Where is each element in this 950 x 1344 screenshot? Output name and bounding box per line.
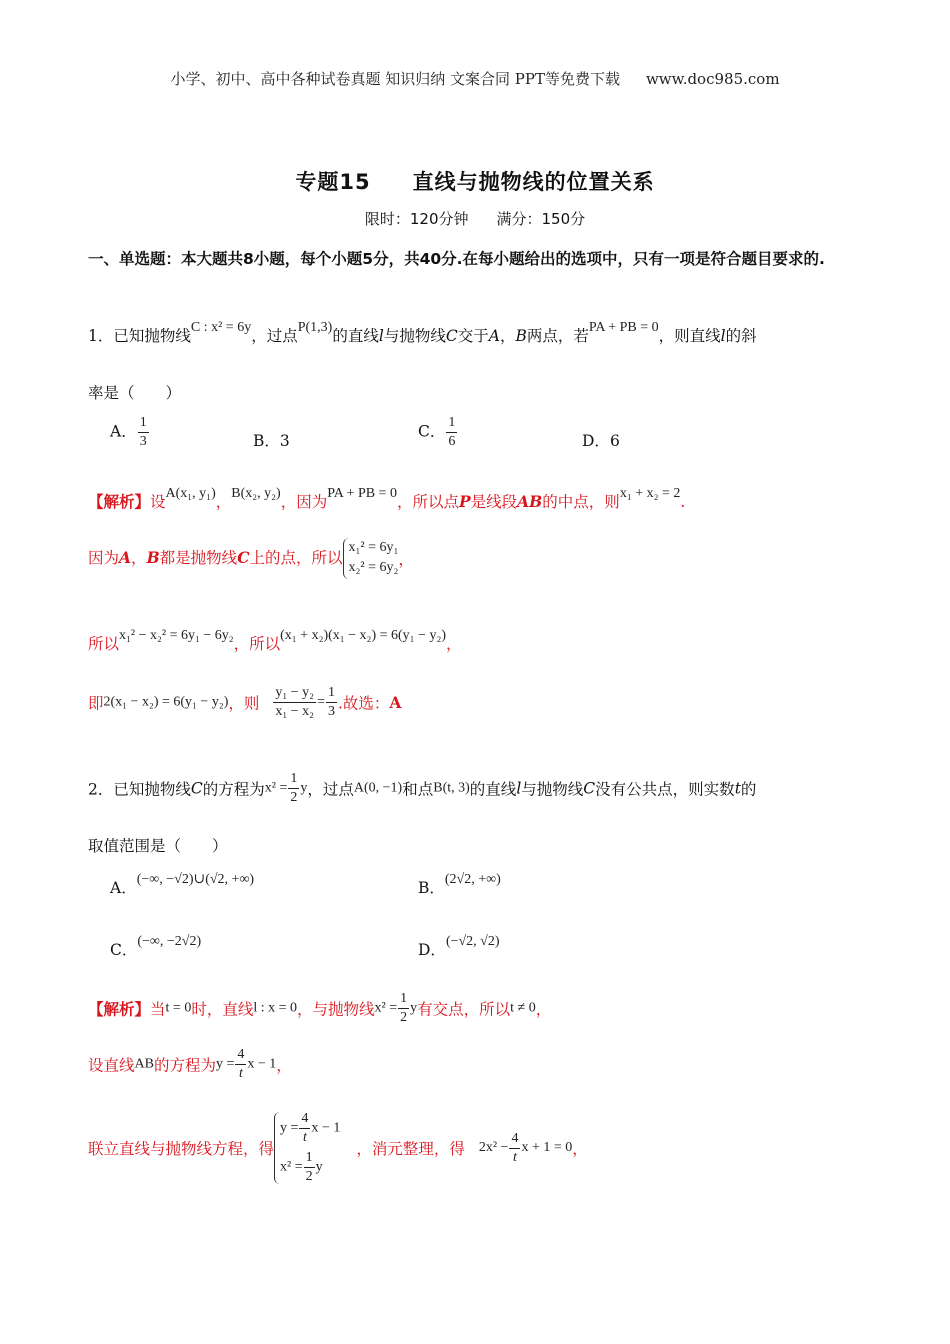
page-title <box>0 166 950 196</box>
fraction: $\frac{1}{2}$ <box>400 991 408 1025</box>
q1-solution-line2 <box>88 538 414 579</box>
sol-math: PA + PB = 0 <box>327 486 397 501</box>
q2-var-t: t <box>734 779 741 798</box>
equation-system: y = $\frac{4}{t}$ x − 1 x² = $\frac{1}{2}$ y <box>274 1112 340 1184</box>
sol-math: y = <box>215 1056 235 1072</box>
q1-solution-line3 <box>88 628 462 654</box>
sol-text: 当 <box>150 1000 166 1019</box>
sol-var: C <box>237 548 250 568</box>
sol-var: B <box>146 548 160 568</box>
sol-text: 设直线 <box>88 1056 135 1075</box>
sol-text: 联立直线与抛物线方程，得 <box>88 1140 275 1158</box>
q1-option-c[interactable] <box>418 416 458 449</box>
fraction: $\frac{4}{t}$ <box>511 1130 519 1165</box>
sol-math: x₁ + x₂ = 2 <box>619 486 681 501</box>
option-label: D． <box>418 941 446 959</box>
q1-stem-line1 <box>88 320 757 346</box>
fraction: $\frac{\text{y₁ − y₂}}{\text{x₁ − x₂}}$ <box>275 685 315 719</box>
q2-math: y <box>300 780 308 796</box>
q1-stem-line2: 率是（ ） <box>88 384 182 402</box>
sol-text: ， <box>445 635 462 653</box>
sol-var: AB <box>517 492 543 511</box>
sol-math: B(x₂, y₂) <box>231 486 281 501</box>
q2-point-a: A(0, −1) <box>353 780 403 796</box>
sol-math: x − 1 <box>247 1056 277 1072</box>
sol-text: ，所以 <box>233 635 281 653</box>
sol-text: . <box>680 493 686 511</box>
q1-condition: PA + PB = 0 <box>588 320 659 335</box>
sol-text: 设 <box>150 493 166 511</box>
q2-text: 2．已知抛物线 <box>88 780 191 799</box>
q1-text: 1．已知抛物线 <box>88 327 191 345</box>
q2-text: 没有公共点，则实数 <box>595 780 735 799</box>
title-topic-name: 直线与抛物线的位置关系 <box>412 170 655 194</box>
q2-option-d[interactable] <box>418 934 500 960</box>
q2-option-a[interactable] <box>110 872 255 898</box>
q2-solution-line2 <box>88 1048 292 1081</box>
q1-solution-line1 <box>88 486 686 512</box>
solution-tag: 【解析】 <box>88 999 151 1019</box>
q2-option-c[interactable] <box>110 934 202 960</box>
sol-math: 2x² − <box>478 1140 509 1155</box>
sol-text: ， <box>572 1140 588 1158</box>
option-label: A． <box>110 422 137 441</box>
header-site[interactable]: www.doc985.com <box>645 70 780 88</box>
sol-math: = <box>317 694 325 710</box>
fraction: $\frac{1}{6}$ <box>448 415 456 449</box>
sol-math: x² = <box>374 1000 398 1016</box>
q1-text: 的直线 <box>332 327 379 345</box>
header-text: 小学、初中、高中各种试卷真题 知识归纳 文案合同 PPT等免费下载 <box>170 70 620 88</box>
fraction: $\frac{1}{2}$ <box>290 771 298 805</box>
sol-math: y <box>410 1000 418 1016</box>
sol-text: .故选： <box>337 694 390 713</box>
sol-text: ，与抛物线 <box>297 1000 375 1019</box>
sol-text: ， <box>131 549 147 568</box>
q1-text: 的斜 <box>725 327 757 345</box>
q1-var-a: A <box>488 327 500 345</box>
sol-text: ， <box>215 493 232 511</box>
sol-text: 的方程为 <box>153 1056 216 1075</box>
sol-text: ， <box>535 1000 552 1019</box>
q2-math: x² = <box>264 780 288 796</box>
page-header <box>0 68 950 89</box>
sol-text: 的中点，则 <box>542 493 620 511</box>
q1-text: 与抛物线 <box>383 327 446 345</box>
q1-text: 交于 <box>457 327 489 345</box>
sol-text: ，因为 <box>280 493 328 511</box>
q2-text: 的 <box>740 780 757 799</box>
option-value: (−∞, −2√2) <box>137 934 202 949</box>
q1-option-a[interactable] <box>110 416 150 449</box>
option-value: 3 <box>279 432 290 450</box>
title-topic-number: 专题15 <box>295 170 371 194</box>
q2-text: ，过点 <box>307 780 354 799</box>
sol-text: 有交点，所以 <box>417 1000 511 1019</box>
option-value: 6 <box>609 432 620 450</box>
q2-text: 的直线 <box>469 780 517 799</box>
q1-var-l: l <box>378 327 384 345</box>
sol-text: ，则 <box>228 694 260 713</box>
q2-stem-line2: 取值范围是（ ） <box>88 837 228 855</box>
q2-text: 的方程为 <box>202 780 265 799</box>
option-value: (2√2, +∞) <box>444 872 501 887</box>
sol-math: AB <box>134 1056 154 1072</box>
q1-option-d[interactable] <box>582 429 620 451</box>
q1-text: ，则直线 <box>658 327 721 345</box>
sol-text: 因为 <box>88 549 120 568</box>
fraction: $\frac{4}{t}$ <box>237 1047 245 1081</box>
q1-solution-line4 <box>88 686 401 719</box>
q2-var-c: C <box>583 779 596 798</box>
full-score: 满分：150分 <box>496 210 586 228</box>
q2-point-b: B(t, 3) <box>433 780 470 796</box>
sol-text: ， <box>276 1056 292 1075</box>
option-label: C． <box>418 422 446 441</box>
q1-var-c: C <box>445 327 458 345</box>
sol-text: ， <box>398 550 414 569</box>
sol-text: 时，直线 <box>191 1000 254 1019</box>
section-heading: 一、单选题：本大题共8小题，每个小题5分，共40分.在每小题给出的选项中，只有一项是符合题目要求的. <box>88 250 825 268</box>
option-value: (−∞, −√2)∪(√2, +∞) <box>136 872 255 887</box>
sol-text: 上的点，所以 <box>249 549 343 568</box>
sol-math: t = 0 <box>165 1000 192 1016</box>
option-label: B． <box>418 879 445 897</box>
q1-text: ， <box>499 327 516 345</box>
sol-math: 2(x₁ − x₂) = 6(y₁ − y₂) <box>103 694 229 710</box>
exam-info <box>0 208 950 229</box>
option-label: A． <box>110 879 137 897</box>
sol-var: A <box>119 548 132 568</box>
time-limit: 限时：120分钟 <box>364 210 469 228</box>
q1-text: ，过点 <box>251 327 298 345</box>
sol-math: (x₁ + x₂)(x₁ − x₂) = 6(y₁ − y₂) <box>280 628 446 643</box>
option-label: D． <box>582 432 610 450</box>
option-value: (−√2, √2) <box>445 934 500 949</box>
q2-option-b[interactable] <box>418 872 501 898</box>
q2-text: 与抛物线 <box>521 780 584 799</box>
sol-text: 所以 <box>88 635 120 653</box>
q2-stem-line1 <box>88 772 756 805</box>
q2-var-l: l <box>516 779 522 798</box>
q2-var-c: C <box>190 779 203 798</box>
q1-var-b: B <box>515 327 527 345</box>
q1-point: P(1,3) <box>297 320 333 335</box>
sol-text: ，所以点 <box>396 493 459 511</box>
sol-text: 都是抛物线 <box>159 549 238 568</box>
sol-text: ，消元整理，得 <box>356 1140 465 1158</box>
sol-math: x₁² − x₂² = 6y₁ − 6y₂ <box>119 628 234 643</box>
sol-math: t ≠ 0 <box>510 1000 536 1016</box>
sol-math: l : x = 0 <box>253 1000 298 1016</box>
q2-solution-line3 <box>88 1112 588 1184</box>
fraction: $\frac{1}{3}$ <box>327 685 335 719</box>
q1-option-b[interactable] <box>253 429 290 451</box>
q1-var-l: l <box>720 327 726 345</box>
answer: A <box>389 693 402 712</box>
equation-system: x₁² = 6y₁ x₂² = 6y₂ <box>343 538 399 579</box>
sol-math: x + 1 = 0 <box>521 1140 573 1155</box>
option-label: C． <box>110 941 138 959</box>
fraction: $\frac{1}{3}$ <box>139 415 147 449</box>
sol-text: 即 <box>88 694 104 713</box>
option-label: B． <box>253 432 280 450</box>
q2-solution-line1 <box>88 992 551 1025</box>
sol-var: P <box>458 492 471 511</box>
sol-text: 是线段 <box>470 493 518 511</box>
q2-text: 和点 <box>402 780 434 799</box>
sol-math: A(x₁, y₁) <box>165 486 216 501</box>
solution-tag: 【解析】 <box>88 492 151 511</box>
q1-curve-eq: C : x² = 6y <box>190 320 252 335</box>
q1-text: 两点，若 <box>526 327 589 345</box>
